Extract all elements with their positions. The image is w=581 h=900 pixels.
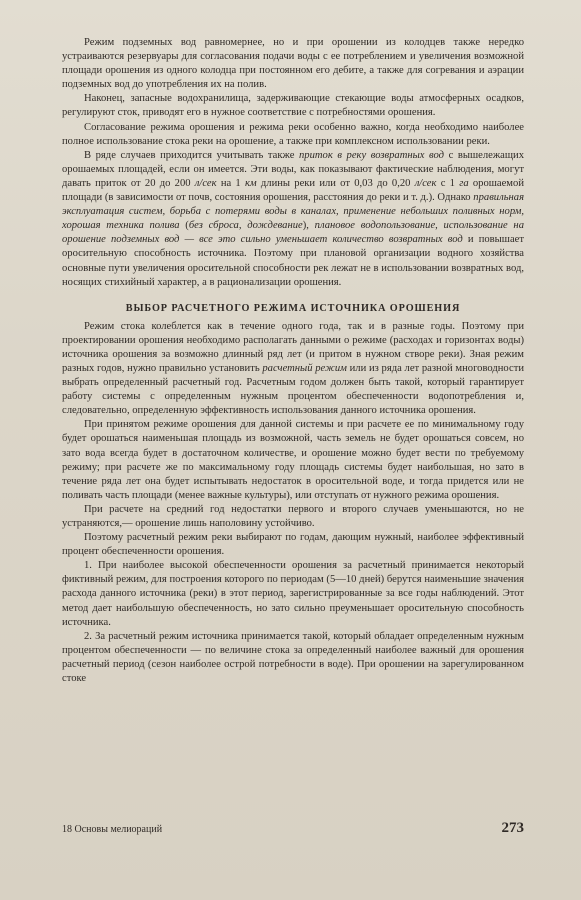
italic-unit: га bbox=[459, 177, 469, 189]
text-run: В ряде случаев приходится учитывать также bbox=[84, 149, 299, 161]
list-item-2: 2. За расчетный режим источника принимается такой, который обладает определенным нужным процентом обеспеченности — по величине стока за определенный наиболее важный для орошения расчетный период (сезон наиболее острой потребности в воде). При орошении на зарегулированном стоке bbox=[62, 630, 524, 685]
text-run: на 1 bbox=[216, 177, 245, 189]
text-run: или из ряда лет разной многоводности выбрать определенный расчетный год. Расчетным годом должен быть такой, который гарантирует работу системы с определенным нужным процентом обеспеченности водопотребления и, следовательно, определенную эффективность использования данного источника орошения. bbox=[62, 362, 524, 417]
italic-run: без сброса, дождевание bbox=[188, 220, 303, 232]
page-number: 273 bbox=[501, 820, 524, 836]
list-item-1: 1. При наиболее высокой обеспеченности орошения за расчетный принимается некоторый фиктивный режим, для построения которого по периодам (5—10 дней) берутся наименьшие значения расхода данного источника (реки) в этот период, зарегистрированные за все годы наблюдений. Этот метод дает наибольшую обеспеченность, но зато сильно преуменьшает оросительную способность источника. bbox=[62, 560, 524, 628]
text-run: с 1 bbox=[436, 177, 460, 189]
italic-unit: км bbox=[244, 177, 257, 189]
italic-run: приток в реку возвратных вод bbox=[298, 149, 445, 161]
text-run: Режим стока колеблется как в течение одного года, так и в разные годы. Поэтому при проектировании орошения необходимо располагать данными о режиме (расходах и горизонтах воды) источника орошения за возможно длинный ряд лет (и притом в нужном створе реки). Зная режим разных годов, нужно правильно установить bbox=[62, 320, 524, 374]
italic-unit: л/сек bbox=[414, 177, 437, 189]
italic-run: правильная эксплуатация систем, борьба с потерями воды в каналах, применение небольших поливных норм, хорошая техника полива bbox=[62, 192, 524, 232]
paragraph: При расчете на средний год недостатки первого и второго случаев уменьшаются, но не устраняются,— орошение лишь наполовину устойчиво. bbox=[62, 503, 524, 529]
signature-mark: 18 Основы мелиораций bbox=[62, 824, 163, 835]
text-run: орошаемой площади (в зависимости от почв, состояния орошения, расстояния до реки и т. д.). Однако bbox=[62, 177, 524, 204]
page-footer bbox=[62, 820, 524, 840]
italic-unit: л/сек bbox=[194, 177, 217, 189]
body-text bbox=[62, 36, 524, 686]
paragraph: Согласование режима орошения и режима реки особенно важно, когда необходимо наиболее полное использование стока реки на орошение, а также при комплексном использовании реки. bbox=[62, 121, 524, 147]
text-run: ( bbox=[179, 220, 189, 232]
text-run: длины реки или от 0,03 до 0,20 bbox=[256, 177, 415, 189]
paragraph: Наконец, запасные водохранилища, задерживающие стекающие воды атмосферных осадков, регулируют сток, приводят его в нужное соответствие с потребностями орошения. bbox=[62, 93, 524, 119]
paragraph: При принятом режиме орошения для данной системы и при расчете ее по минимальному году будет орошаться наименьшая площадь из возможной, часть земель не будет орошаться совсем, но зато вода всегда будет в достаточном количестве, и орошение можно будет вести по требуемому режиму; при расчете же по максимальному году площадь системы будет наибольшая, но зато в течение ряда лет она будет испытывать недостаток в оросительной воде, и тогда придется или не поливать часть площади (менее важные культуры), или отступать от нужного режима орошения. bbox=[62, 419, 524, 501]
text-run: ), bbox=[302, 220, 315, 232]
italic-run: плановое водопользование, использование на орошение подземных вод — все это сильно уменьшает количество возвратных вод bbox=[62, 220, 524, 246]
paragraph: Поэтому расчетный режим реки выбирают по годам, дающим нужный, наиболее эффективный процент обеспеченности орошения. bbox=[62, 532, 524, 558]
paragraph-return-waters bbox=[62, 149, 524, 290]
paragraph: Режим подземных вод равномернее, но и при орошении из колодцев также нередко устраиваются резервуары для согласования подачи воды с ее потреблением и увеличения возможной площади орошения из одного колодца при постоянном его дебите, а также для согревания и аэрации подземных вод до употребления их на полив. bbox=[62, 37, 524, 91]
paragraph-flow-regime bbox=[62, 320, 524, 419]
section-gap bbox=[62, 290, 524, 302]
text-run: и повышает оросительную способность источника. Поэтому при плановой организации водного хозяйства основные пути увеличения оросительной способности рек лежат не в использовании возвратных вод, носящих стихийный характер, а в рационализации орошения. bbox=[62, 234, 524, 288]
text-run: с вышележащих орошаемых площадей, если он имеется. Эти воды, как показывают фактические наблюдения, могут давать приток от 20 до 200 bbox=[62, 149, 524, 189]
section-heading: ВЫБОР РАСЧЕТНОГО РЕЖИМА ИСТОЧНИКА ОРОШЕНИЯ bbox=[125, 302, 461, 314]
italic-run: расчетный режим bbox=[262, 362, 347, 374]
